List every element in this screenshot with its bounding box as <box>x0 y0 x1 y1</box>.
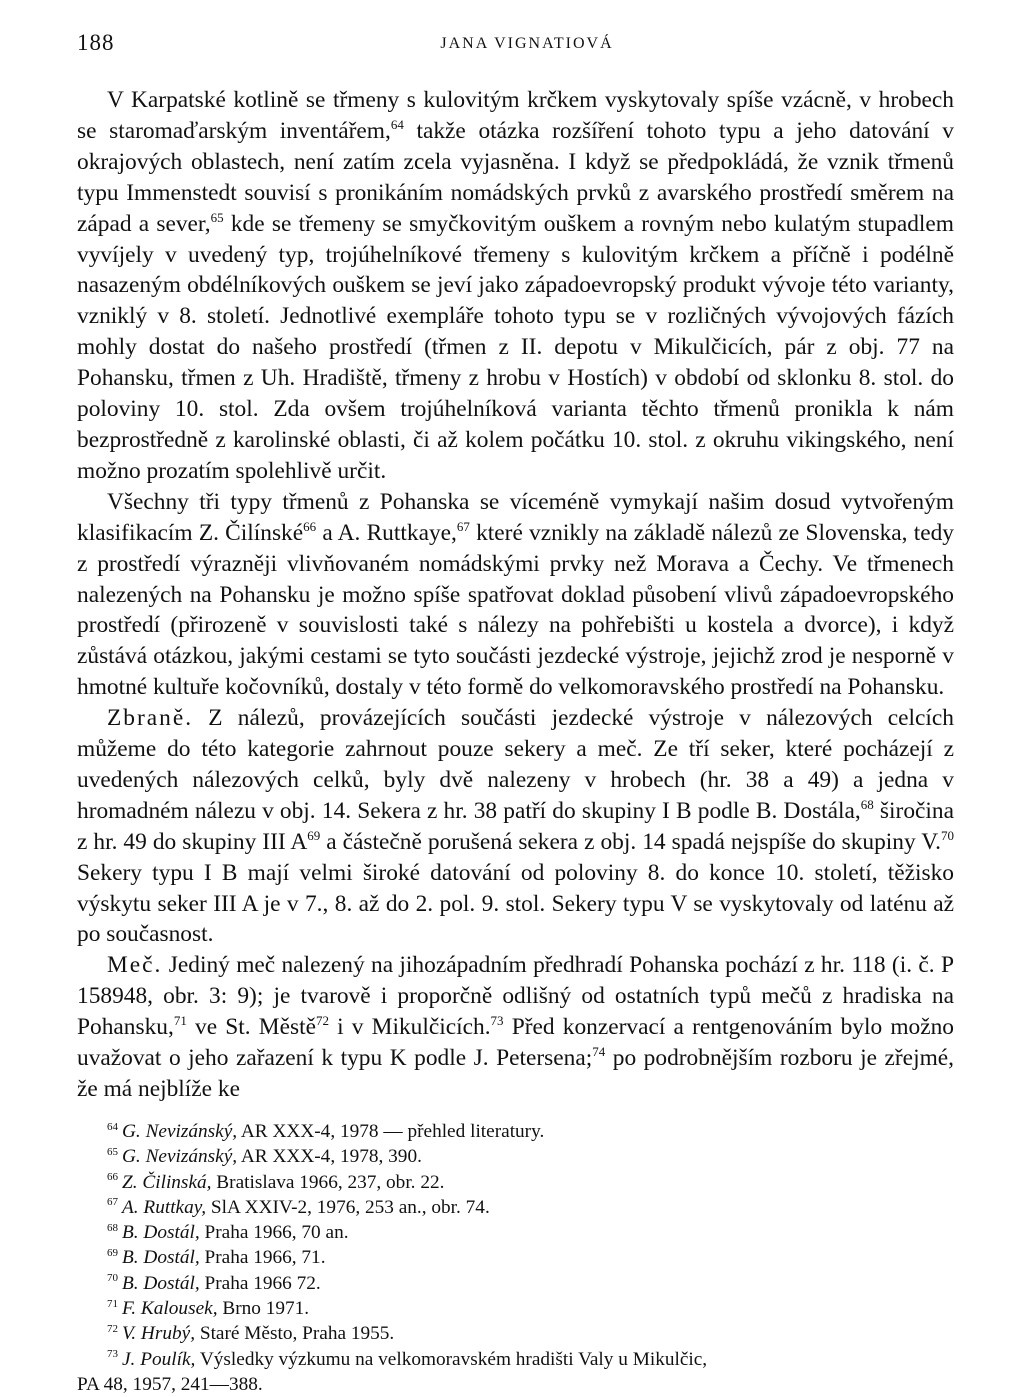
footnote-ref-66[interactable]: 66 <box>303 518 317 534</box>
paragraph-stirrups-karpaty: V Karpatské kotlině se třmeny s kulovitým krčkem vyskytovaly spíše vzácně, v hrobech se staromaďarským inventářem,$^{64}$ takže otázka rozšíření tohoto typu a jeho datování v okrajových oblastech, není zatím zcela vyjasněna. I když se předpokládá, že vznik třmenů typu Immenstedt souvisí s pronikáním nomádských prvků z avarského prostředí směrem na západ a sever,$^{65}$ kde se třemeny se smyčkovitým ouškem a rovným nebo kulatým stupadlem vyvíjely v uvedený typ, trojúhelníkové třemeny s kulovitým krčkem a příčně i podélně nasazeným obdélníkových ouškem se jeví jako západoevropský produkt vývoje této varianty, vzniklý v 8. století. Jednotlivé exempláře tohoto typu se v rozličných vývojových fázích mohly dostat do našeho prostředí (třmen z II. depotu v Mikulčicích, pár z obj. 77 na Pohansku, třmen z Uh. Hradiště, třmeny z hrobu v Hostích) v období od sklonku 8. stol. do poloviny 10. stol. Zda ovšem trojúhelníková varianta těchto třmenů pronikla k nám bezprostředně z karolinské oblasti, či až kolem počátku 10. stol. z okruhu vikingského, není možno prozatím spolehlivě určit. <box>77 87 955 484</box>
footnote: $^{64}$ G. Nevizánský, AR XXX-4, 1978 — přehled literatury. <box>107 1120 545 1142</box>
footnote: $^{71}$ F. Kalousek, Brno 1971. <box>107 1297 310 1320</box>
footnote: $^{73}$ J. Poulík, Výsledky výzkumu na velkomoravském hradišti Valy u Mikulčic, <box>107 1348 708 1370</box>
footnote: $^{66}$ Z. Čilinská, Bratislava 1966, 237, obr. 22. <box>107 1171 445 1193</box>
section-lead-weapons: Zbraně. <box>107 705 194 732</box>
footnote-ref-69[interactable]: 69 <box>307 827 321 843</box>
paragraph-weapons: Zbraně. Z nálezů, provázejících součásti jezdecké výstroje v nálezových celcích můžeme do této kategorie zahrnout pouze sekery a meč. Ze tří seker, které pocházejí z uvedených nálezových celků, byly dvě nalezeny v hrobech (hr. 38 a 49) a jedna v hromadném nálezu v obj. 14. Sekera z hr. 38 patří do skupiny I B podle B. Dostála,$^{68}$ širočina z hr. 49 do skupiny III $A^{69}$ a částečně porušená sekera z obj. 14 spadá nejspíše do skupiny V.$^{70}$ Sekery typu I B mají velmi široké datování od poloviny 8. do konce 10. století, těžisko výskytu seker III A je v 7., 8. až do 2. pol. 9. stol. Sekery typu V se vyskytovaly od laténu až po současnost. <box>77 705 954 948</box>
page-header <box>77 30 954 62</box>
section-lead-sword: Meč. <box>107 952 163 979</box>
footnote-ref-64[interactable]: 64 <box>390 117 404 133</box>
footnote: $^{70}$ B. Dostál, Praha 1966 72. <box>107 1272 321 1294</box>
paragraph-sword: Meč. Jediný meč nalezený na jihozápadním předhradí Pohanska pochází z hr. 118 (i. č. P 158948, obr. 3: 9); je tvarově i proporčně odlišný od ostatních typů mečů z hradiska na Pohansku,$^{71}$ ve St. Městě$^{72}$ i v Mikulčicích.$^{73}$ Před konzervací a rentgenováním bylo možno uvažovat o jeho zařazení k typu K podle J. Petersena;$^{74}$ po podrobnějším rozboru je zřejmé, že má nejblíže ke <box>77 952 954 1102</box>
footnote-ref-70[interactable]: 70 <box>941 827 954 843</box>
footnote: $^{72}$ V. Hrubý, Staré Město, Praha 1955. <box>107 1322 395 1345</box>
footnote: $^{68}$ B. Dostál, Praha 1966, 70 an. <box>107 1221 349 1244</box>
footnote-ref-67[interactable]: 67 <box>456 518 470 534</box>
running-head: JANA VIGNATIOVÁ <box>440 35 614 52</box>
footnote: $^{69}$ B. Dostál, Praha 1966, 71. <box>107 1247 326 1269</box>
footnotes <box>77 1119 967 1397</box>
paragraph-stirrups-pohansko: Všechny tři typy třmenů z Pohanska se víceméně vymykají našim dosud vytvořeným klasifikacím Z. Čilínské$^{66}$ a A. Ruttkaye,$^{67}$ které vznikly na základě nálezů ze Slovenska, tedy z prostředí výrazněji vlivňovaném nomádskými prvky než Morava a Čechy. Ve třmenech nalezených na Pohansku je možno spíše spatřovat doklad působení vlivů západoevropského prostředí (přirozeně v souvislosti také s nálezy na pohřebišti u kostela a dvorce), i když zůstává otázkou, jakými cestami se tyto součásti jezdecké výstroje, jejichž zrod je nesporně v hmotné kultuře kočovníků, dostaly v této formě do velkomoravského prostředí na Pohansku. <box>77 488 955 701</box>
page-number: 188 <box>77 30 115 55</box>
footnote: $^{67}$ A. Ruttkay, SlA XXIV-2, 1976, 253 an., obr. 74. <box>107 1196 490 1218</box>
footnote-ref-72[interactable]: 72 <box>315 1013 329 1029</box>
footnote-ref-65[interactable]: 65 <box>210 209 224 225</box>
footnote-continuation: PA 48, 1957, 241—388. <box>77 1373 263 1395</box>
footnote-ref-71[interactable]: 71 <box>173 1013 187 1029</box>
footnote: $^{65}$ G. Nevizánský, AR XXX-4, 1978, 390. <box>107 1145 422 1168</box>
footnote-ref-68[interactable]: 68 <box>860 797 874 813</box>
footnote-ref-74[interactable]: 74 <box>592 1044 606 1060</box>
body-text <box>77 85 954 1105</box>
footnote-ref-73[interactable]: 73 <box>490 1013 504 1029</box>
